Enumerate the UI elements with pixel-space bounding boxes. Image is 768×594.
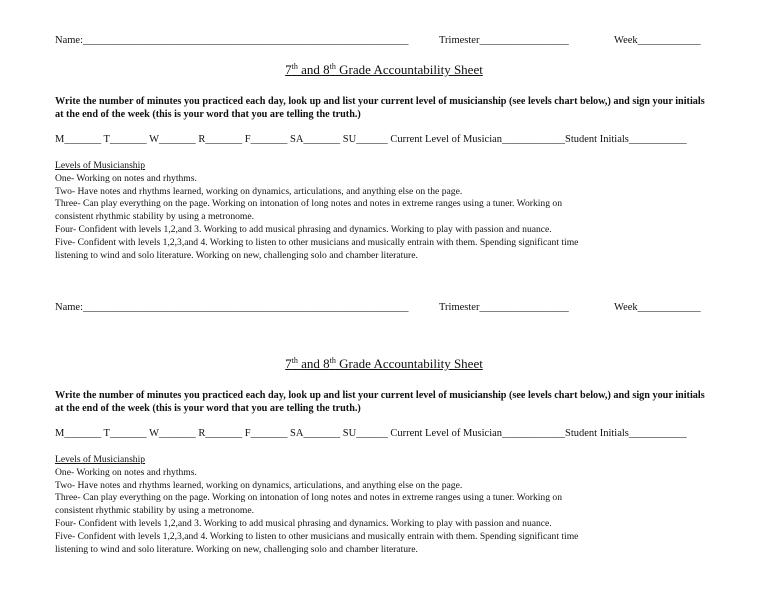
levels-of-musicianship bbox=[55, 160, 715, 262]
practice-days-row[interactable]: M_______ T_______ W_______ R_______ F_______ SA_______ SU______ Current Level of Musician____________Student Initials___________ bbox=[55, 428, 687, 439]
level-line: Two- Have notes and rhythms learned, working on dynamics, articulations, and anything else on the page. bbox=[55, 185, 463, 197]
level-line: listening to wind and solo literature. Working on new, challenging solo and chamber literature. bbox=[55, 543, 418, 555]
week-field[interactable]: Week____________ bbox=[614, 302, 701, 313]
instructions: Write the number of minutes you practiced each day, look up and list your current level of musicianship (see levels chart below,) and sign your initials at the end of the week (this is your word that you are telling the truth.) bbox=[55, 390, 705, 414]
instructions: Write the number of minutes you practiced each day, look up and list your current level of musicianship (see levels chart below,) and sign your initials at the end of the week (this is your word that you are telling the truth.) bbox=[55, 96, 705, 120]
level-line: Four- Confident with levels 1,2,and 3. Working to add musical phrasing and dynamics. Working to play with passion and nuance. bbox=[55, 517, 552, 529]
levels-of-musicianship bbox=[55, 454, 715, 556]
sheet-title: 7th and 8th Grade Accountability Sheet bbox=[285, 62, 483, 77]
level-line: listening to wind and solo literature. Working on new, challenging solo and chamber literature. bbox=[55, 249, 418, 261]
level-line: Five- Confident with levels 1,2,3,and 4. Working to listen to other musicians and musically entrain with them. Spending significant time bbox=[55, 236, 579, 248]
level-line: Five- Confident with levels 1,2,3,and 4. Working to listen to other musicians and musically entrain with them. Spending significant time bbox=[55, 530, 579, 542]
level-line: consistent rhythmic stability by using a metronome. bbox=[55, 211, 255, 223]
levels-heading: Levels of Musicianship bbox=[55, 454, 146, 465]
level-line: Four- Confident with levels 1,2,and 3. Working to add musical phrasing and dynamics. Working to play with passion and nuance. bbox=[55, 223, 552, 235]
levels-heading: Levels of Musicianship bbox=[55, 160, 146, 171]
level-line: Three- Can play everything on the page. Working on intonation of long notes and notes in extreme ranges using a tuner. Working on bbox=[55, 198, 562, 210]
level-line: Two- Have notes and rhythms learned, working on dynamics, articulations, and anything else on the page. bbox=[55, 479, 463, 491]
trimester-field[interactable]: Trimester_________________ bbox=[439, 35, 569, 46]
level-line: consistent rhythmic stability by using a metronome. bbox=[55, 505, 255, 517]
trimester-field[interactable]: Trimester_________________ bbox=[439, 302, 569, 313]
name-field[interactable]: Name:______________________________________________________________ bbox=[55, 302, 409, 313]
practice-days-row[interactable]: M_______ T_______ W_______ R_______ F_______ SA_______ SU______ Current Level of Musician____________Student Initials___________ bbox=[55, 134, 687, 145]
week-field[interactable]: Week____________ bbox=[614, 35, 701, 46]
level-line: One- Working on notes and rhythms. bbox=[55, 172, 197, 184]
sheet-title: 7th and 8th Grade Accountability Sheet bbox=[285, 356, 483, 371]
name-field[interactable]: Name:______________________________________________________________ bbox=[55, 35, 409, 46]
level-line: Three- Can play everything on the page. Working on intonation of long notes and notes in extreme ranges using a tuner. Working on bbox=[55, 492, 562, 504]
level-line: One- Working on notes and rhythms. bbox=[55, 466, 197, 478]
